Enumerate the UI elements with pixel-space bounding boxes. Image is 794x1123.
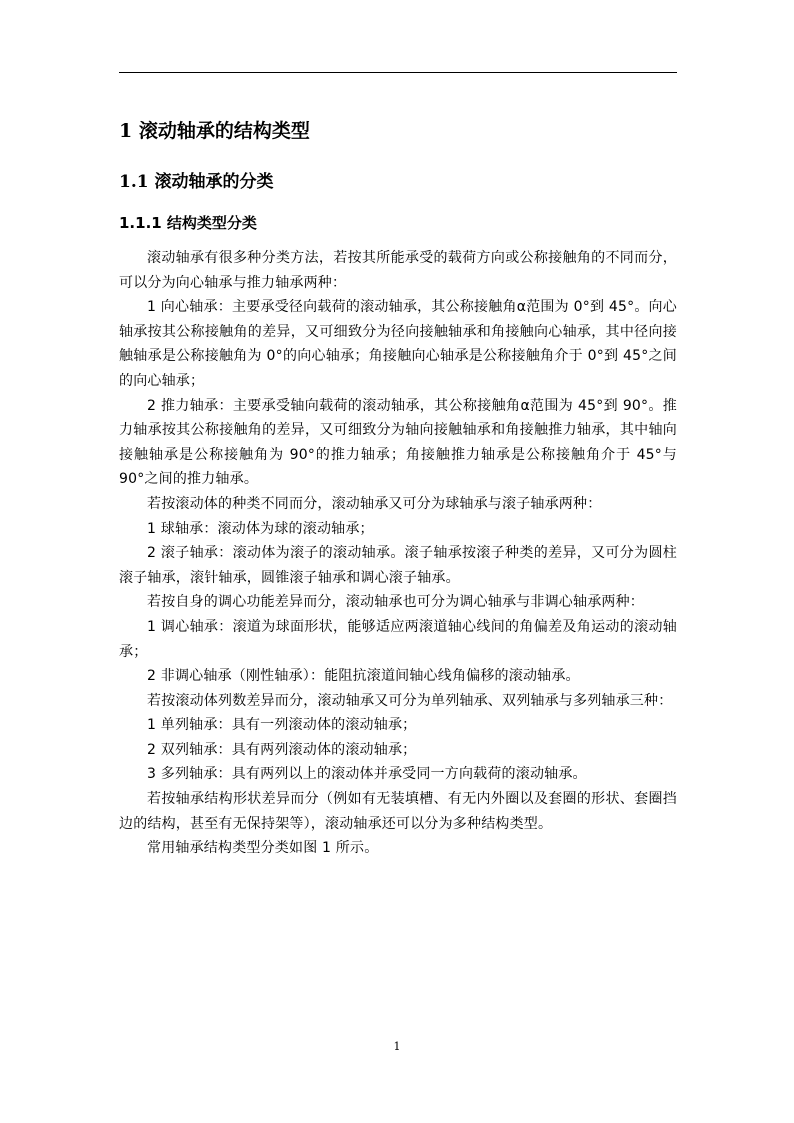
paragraph: 1 调心轴承：滚道为球面形状，能够适应两滚道轴心线间的角偏差及角运动的滚动轴承； — [119, 618, 677, 660]
paragraph: 2 双列轴承：具有两列滚动体的滚动轴承； — [147, 741, 417, 758]
chapter-heading: 1 滚动轴承的结构类型 — [119, 120, 310, 142]
paragraph: 滚动轴承有很多种分类方法，若按其所能承受的载荷方向或公称接触角的不同而分，可以分为向心轴承与推力轴承两种： — [119, 250, 677, 291]
paragraph: 2 推力轴承：主要承受轴向载荷的滚动轴承，其公称接触角α范围为 45°到 90°。推力轴承按其公称接触角的差异，又可细致分为轴向接触轴承和角接触推力轴承，其中轴向接触轴承是公称接触角为 90°的推力轴承；角接触推力轴承是公称接触角介于 45°与 90°之间的推力轴承。 — [119, 397, 677, 488]
paragraph: 3 多列轴承：具有两列以上的滚动体并承受同一方向载荷的滚动轴承。 — [147, 766, 587, 783]
paragraph: 1 球轴承：滚动体为球的滚动轴承； — [147, 520, 374, 537]
page-number: 1 — [393, 1040, 401, 1053]
subsection-heading: 1.1.1 结构类型分类 — [119, 214, 257, 232]
paragraph: 若按滚动体的种类不同而分，滚动轴承又可分为球轴承与滚子轴承两种： — [147, 495, 602, 512]
section-heading: 1.1 滚动轴承的分类 — [119, 172, 274, 192]
paragraph: 常用轴承结构类型分类如图 1 所示。 — [147, 840, 379, 857]
document-body — [119, 116, 677, 861]
header-rule — [119, 72, 677, 73]
paragraph: 1 向心轴承：主要承受径向载荷的滚动轴承，其公称接触角α范围为 0°到 45°。向心轴承按其公称接触角的差异，又可细致分为径向接触轴承和角接触向心轴承，其中径向接触轴承是公称接触角为 0°的向心轴承；角接触向心轴承是公称接触角介于 0°到 45°之间的向心轴承； — [119, 299, 677, 389]
paragraph: 2 非调心轴承（刚性轴承）：能阻抗滚道间轴心线角偏移的滚动轴承。 — [147, 668, 580, 685]
paragraph: 1 单列轴承：具有一列滚动体的滚动轴承； — [147, 717, 417, 734]
paragraph: 若按自身的调心功能差异而分，滚动轴承也可分为调心轴承与非调心轴承两种： — [147, 594, 644, 611]
paragraph: 若按轴承结构形状差异而分（例如有无装填槽、有无内外圈以及套圈的形状、套圈挡边的结构，甚至有无保持架等），滚动轴承还可以分为多种结构类型。 — [119, 791, 677, 832]
paragraph: 2 滚子轴承：滚动体为滚子的滚动轴承。滚子轴承按滚子种类的差异，又可分为圆柱滚子轴承，滚针轴承，圆锥滚子轴承和调心滚子轴承。 — [119, 545, 677, 586]
paragraph: 若按滚动体列数差异而分，滚动轴承又可分为单列轴承、双列轴承与多列轴承三种： — [147, 692, 673, 709]
